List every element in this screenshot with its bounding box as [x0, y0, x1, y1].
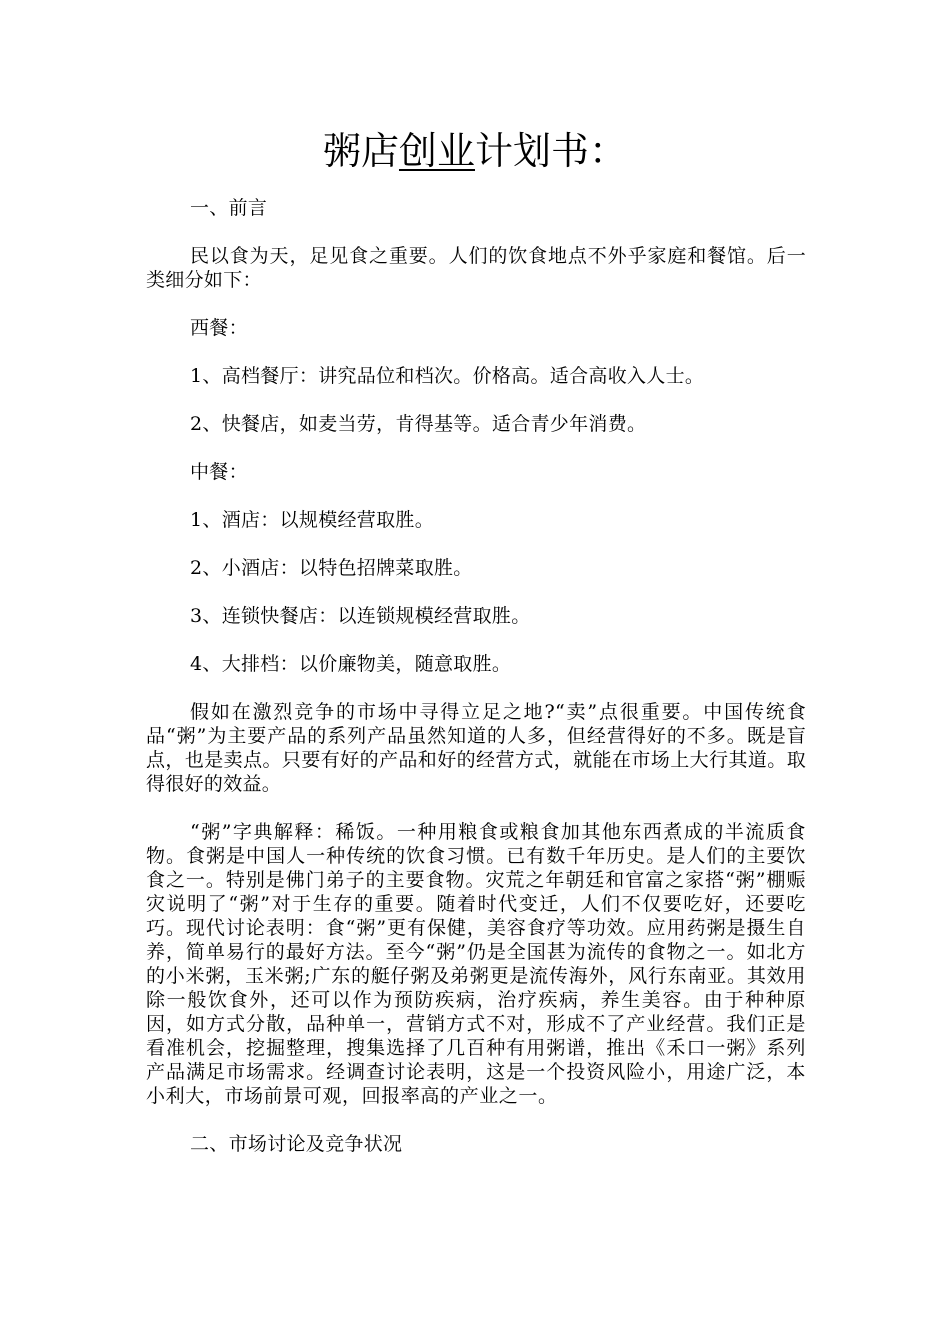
document-title	[0, 126, 950, 176]
list-item-chinese-1: 1、酒店：以规模经营取胜。	[190, 509, 434, 531]
subheading-chinese-food: 中餐：	[190, 461, 248, 483]
title-part-underlined: 创业	[398, 129, 475, 173]
list-item-chinese-4: 4、大排档：以价廉物美，随意取胜。	[190, 653, 512, 675]
paragraph-intro: 民以食为天，足见食之重要。人们的饮食地点不外乎家庭和餐馆。后一类细分如下：	[146, 245, 806, 291]
list-item-chinese-2: 2、小酒店：以特色招牌菜取胜。	[190, 557, 473, 579]
section-heading-market: 二、市场讨论及竞争状况	[190, 1133, 403, 1155]
paragraph-congee-definition: “粥”字典解释：稀饭。一种用粮食或粮食加其他东西煮成的半流质食物。食粥是中国人一种传统的饮食习惯。已有数千年历史。是人们的主要饮食之一。特别是佛门弟子的主要食物。灾荒之年朝廷和官富之家搭“粥”棚赈灾说明了“粥”对于生存的重要。随着时代变迁，人们不仅要吃好，还要吃巧。现代讨论表明：食“粥”更有保健，美容食疗等功效。应用药粥是摄生自养，简单易行的最好方法。至今“粥”仍是全国甚为流传的食物之一。如北方的小米粥，玉米粥;广东的艇仔粥及弟粥更是流传海外，风行东南亚。其效用除一般饮食外，还可以作为预防疾病，治疗疾病，养生美容。由于种种原因，如方式分散，品种单一，营销方式不对，形成不了产业经营。我们正是看准机会，挖掘整理，搜集选择了几百种有用粥谱，推出《禾口一粥》系列产品满足市场需求。经调查讨论表明，这是一个投资风险小，用途广泛，本小利大，市场前景可观，回报率高的产业之一。	[146, 821, 806, 1107]
title-part-1: 粥店	[322, 129, 399, 173]
list-item-western-1: 1、高档餐厅：讲究品位和档次。价格高。适合高收入人士。	[190, 365, 705, 387]
list-item-chinese-3: 3、连锁快餐店：以连锁规模经营取胜。	[190, 605, 531, 627]
subheading-western-food: 西餐：	[190, 317, 248, 339]
list-item-western-2: 2、快餐店，如麦当劳，肯得基等。适合青少年消费。	[190, 413, 647, 435]
paragraph-selling-point: 假如在激烈竞争的市场中寻得立足之地?“卖”点很重要。中国传统食品“粥”为主要产品的系列产品虽然知道的人多，但经营得好的不多。既是盲点，也是卖点。只要有好的产品和好的经营方式，就能在市场上大行其道。取得很好的效益。	[146, 701, 806, 795]
title-part-3: 计划书：	[475, 129, 628, 173]
document-body	[146, 196, 806, 1180]
section-heading-preface: 一、前言	[190, 197, 268, 219]
